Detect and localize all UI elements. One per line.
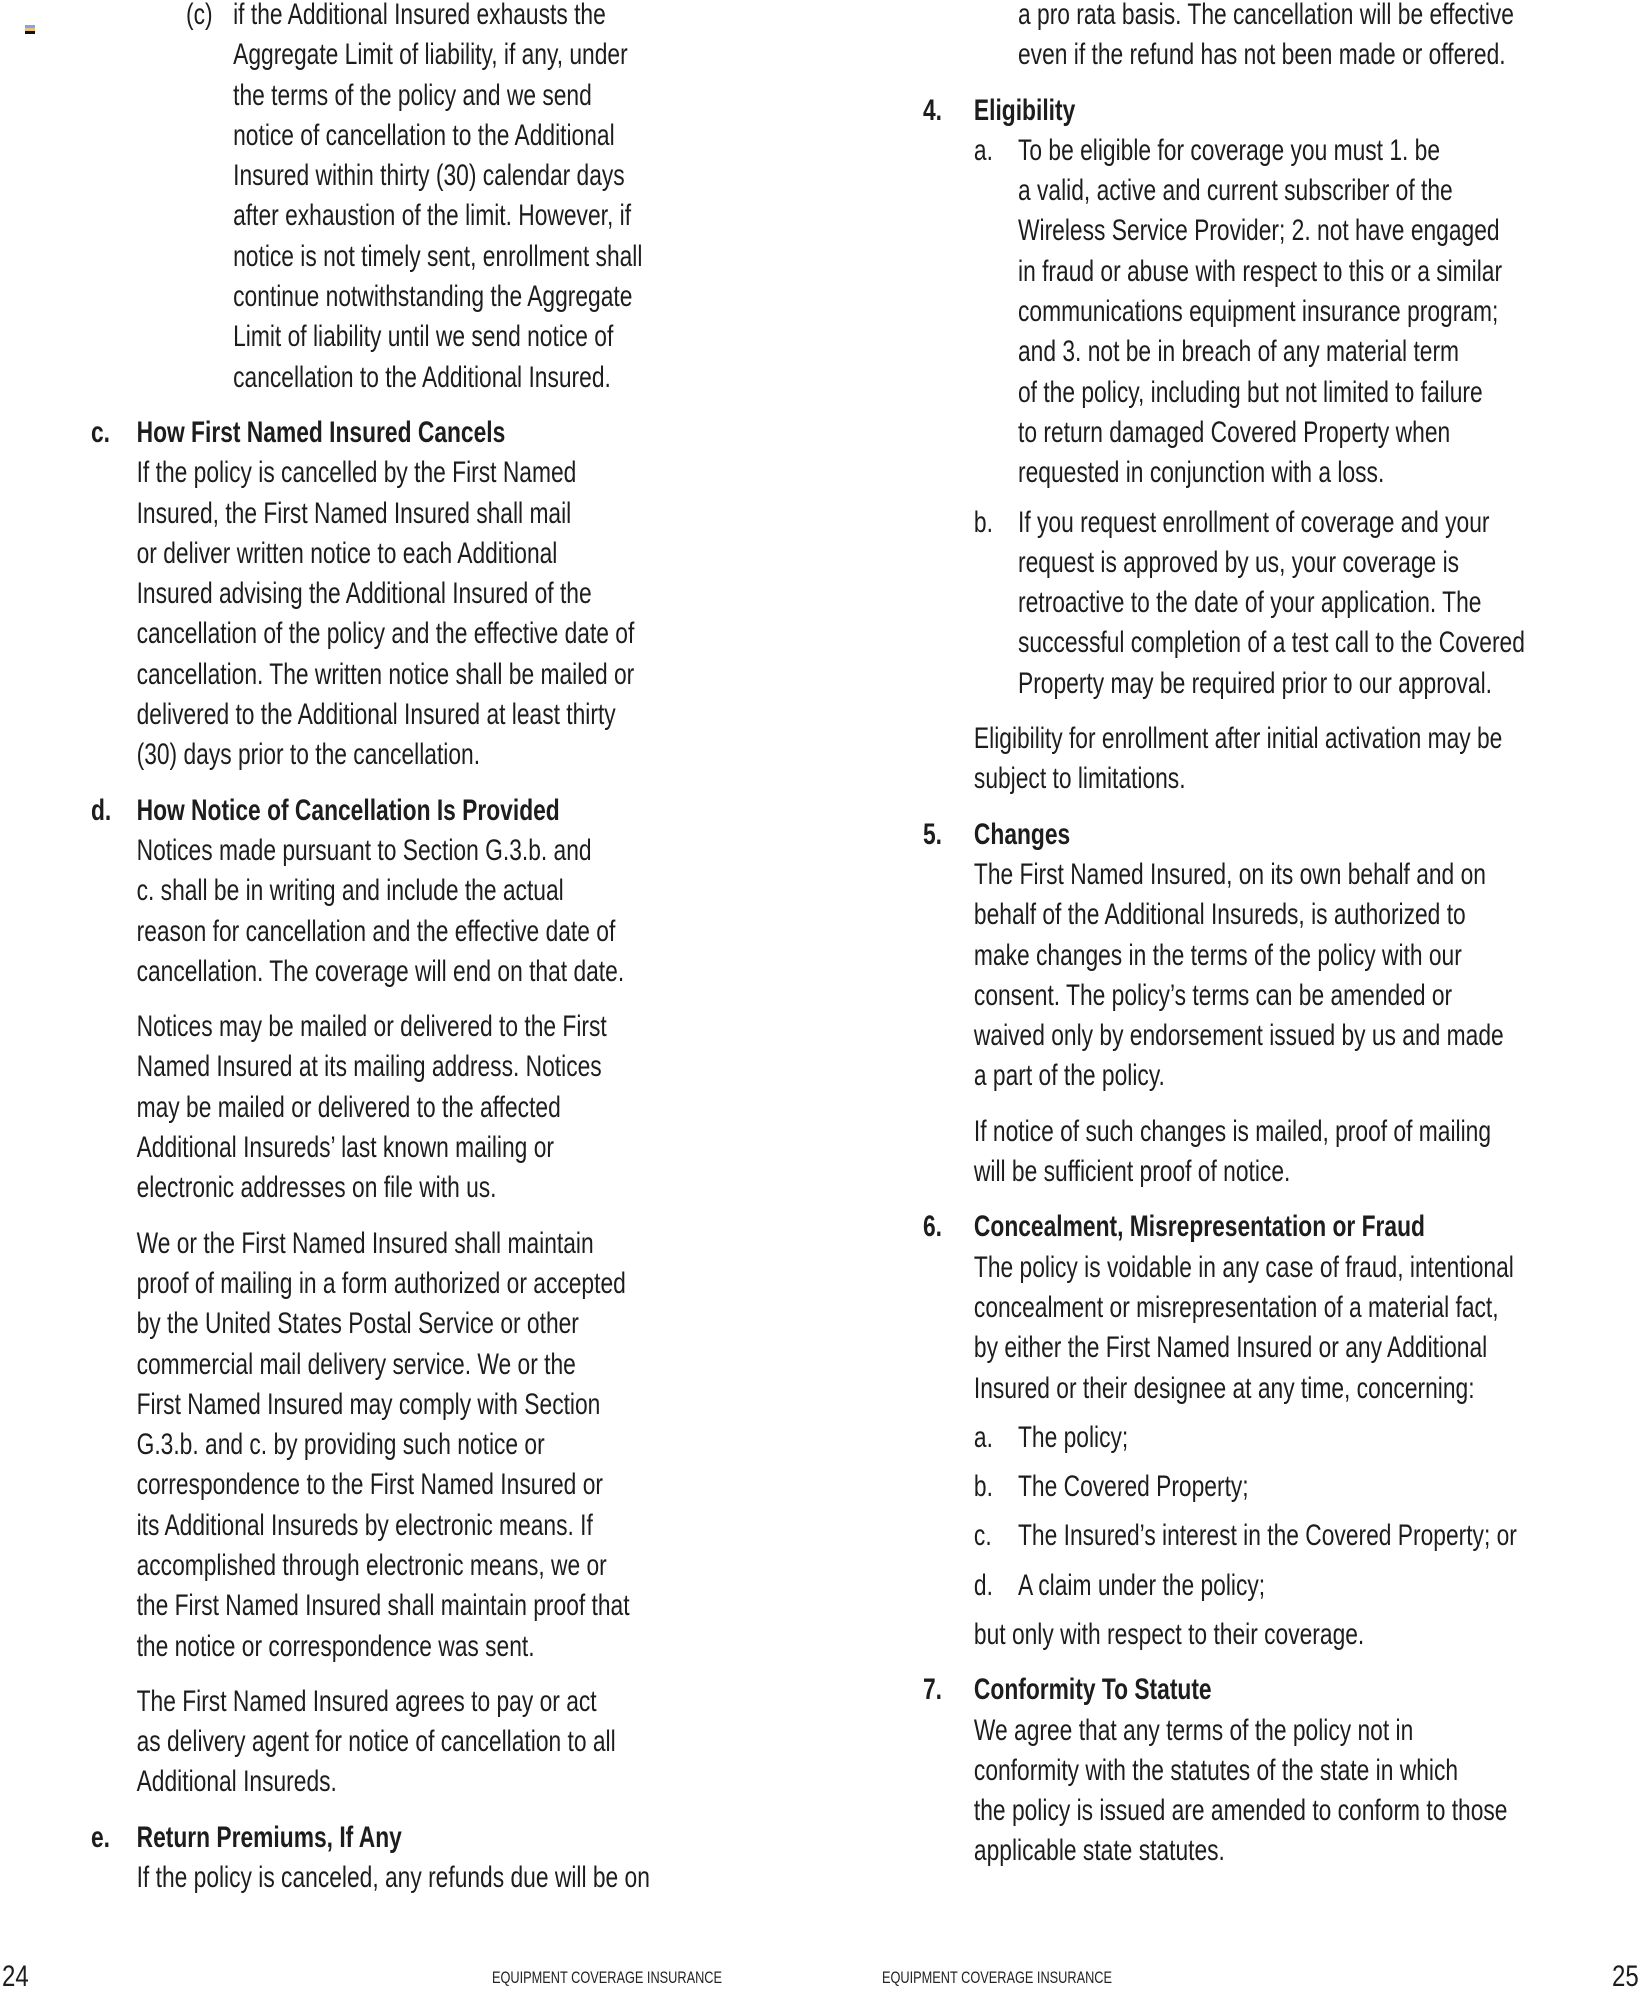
body-text: The Insured’s interest in the Covered Property; or: [1018, 1519, 1517, 1553]
section-heading: [923, 815, 1648, 855]
body-text: We or the First Named Insured shall maintain proof of mailing in a form authorized or accepted by the United States Postal Service or other commercial mail delivery service. We or the First Named Insured may comply with Section G.3.b. and c. by providing such notice or correspondence to the First Named Insured or its Additional Insureds by electronic means. If accomplished through electronic means, we or the First Named Insured shall maintain proof that the notice or correspondence was sent.: [136, 1226, 630, 1663]
body-text: If the policy is cancelled by the First Named Insured, the First Named Insured shall mail or deliver written notice to each Additional Insured advising the Additional Insured of the cancellation of the policy and the effective date of cancellation. The written notice shall be mailed or delivered to the Additional Insured at least thirty (30) days prior to the cancellation.: [136, 456, 635, 772]
section-title: Changes: [973, 817, 1071, 851]
section-number: 6.: [923, 1210, 943, 1244]
list-item: [91, 0, 851, 398]
body-text: The Covered Property;: [1018, 1470, 1249, 1504]
body-text: if the Additional Insured exhausts the Aggregate Limit of liability, if any, under the terms of the policy and we send notice of cancellation to the Additional Insured within thirty (30) calendar days after exhaustion of the limit. However, if notice is not timely sent, enrollment shall continue notwithstanding the Aggregate Limit of liability until we send notice of cancellation to the Additional Insured.: [233, 0, 643, 394]
list-item: [923, 1566, 1648, 1606]
section-number: 7.: [923, 1673, 943, 1707]
paragraph: [91, 1224, 851, 1667]
body-text: We agree that any terms of the policy not in conformity with the statutes of the state in which the policy is issued are amended to conform to those applicable state statutes.: [973, 1713, 1508, 1868]
list-item: [923, 503, 1648, 704]
section-title: Return Premiums, If Any: [136, 1820, 402, 1854]
paragraph: [923, 1112, 1648, 1193]
body-text: If notice of such changes is mailed, proof of mailing will be sufficient proof of notice.: [973, 1114, 1492, 1189]
section-title: How First Named Insured Cancels: [136, 415, 506, 449]
item-label: (c): [186, 0, 213, 31]
section-number: 5.: [923, 817, 943, 851]
section-heading: [91, 791, 851, 831]
section-title: How Notice of Cancellation Is Provided: [136, 793, 560, 827]
item-label: c.: [973, 1519, 992, 1553]
body-text: A claim under the policy;: [1018, 1568, 1266, 1602]
body-text: To be eligible for coverage you must 1. be a valid, active and current subscriber of the Wireless Service Provider; 2. not have engaged in fraud or abuse with respect to this or a similar communications equipment insurance program; and 3. not be in breach of any material term of the policy, including but not limited to failure to return damaged Covered Property when requested in conjunction with a loss.: [1018, 133, 1503, 490]
section-title: Eligibility: [973, 93, 1076, 127]
section-number: e.: [91, 1820, 111, 1854]
body-text: a pro rata basis. The cancellation will be effective even if the refund has not been made or offered.: [1018, 0, 1514, 72]
body-text: If the policy is canceled, any refunds due will be on: [136, 1861, 650, 1895]
left-page-column: [91, 0, 851, 1898]
list-item: [923, 1516, 1648, 1556]
body-text: but only with respect to their coverage.: [973, 1617, 1365, 1651]
paragraph: [91, 1007, 851, 1208]
body-text: The policy;: [1018, 1420, 1129, 1454]
section-number: 4.: [923, 93, 943, 127]
body-text: Notices made pursuant to Section G.3.b. and c. shall be in writing and include the actual reason for cancellation and the effective date of cancellation. The coverage will end on that date.: [136, 833, 625, 988]
right-page-column: [923, 0, 1648, 1872]
right-footer-title: EQUIPMENT COVERAGE INSURANCE: [882, 1968, 1113, 1987]
left-page-number: 24: [2, 1960, 29, 1993]
section-heading: [91, 1818, 851, 1858]
section-title: Concealment, Misrepresentation or Fraud: [973, 1210, 1425, 1244]
body-text: The policy is voidable in any case of fraud, intentional concealment or misrepresentation of a material fact, by either the First Named Insured or any Additional Insured or their designee at any time, concerning:: [973, 1250, 1514, 1405]
item-label: d.: [973, 1568, 993, 1602]
paragraph: [923, 855, 1648, 1097]
right-page-number: 25: [1612, 1960, 1639, 1993]
body-text: The First Named Insured, on its own behalf and on behalf of the Additional Insureds, is authorized to make changes in the terms of the policy with our consent. The policy’s terms can be amended or waived only by endorsement issued by us and made a part of the policy.: [973, 857, 1504, 1093]
body-text: Eligibility for enrollment after initial activation may be subject to limitations.: [973, 722, 1503, 796]
item-label: b.: [973, 1470, 993, 1504]
list-item: [923, 1418, 1648, 1458]
page-marker-icon: [25, 25, 35, 34]
left-footer-title: EQUIPMENT COVERAGE INSURANCE: [492, 1968, 723, 1987]
section-heading: [91, 413, 851, 453]
list-item: [923, 131, 1648, 494]
item-label: b.: [973, 505, 993, 539]
item-label: a.: [973, 133, 993, 167]
paragraph: [923, 0, 1648, 76]
paragraph: [923, 719, 1648, 800]
section-number: c.: [91, 415, 111, 449]
paragraph: [923, 1615, 1648, 1655]
body-text: Notices may be mailed or delivered to the First Named Insured at its mailing address. Notices may be mailed or delivered to the affected Additional Insureds’ last known mailing or electronic addresses on file with us.: [136, 1010, 607, 1205]
list-item: [923, 1467, 1648, 1507]
section-heading: [923, 1207, 1648, 1247]
paragraph: [91, 1858, 851, 1898]
section-heading: [923, 91, 1648, 131]
paragraph: [923, 1711, 1648, 1872]
paragraph: [91, 831, 851, 992]
section-heading: [923, 1670, 1648, 1710]
paragraph: [923, 1248, 1648, 1409]
paragraph: [91, 1682, 851, 1803]
section-number: d.: [91, 793, 112, 827]
body-text: If you request enrollment of coverage and your request is approved by us, your coverage is retroactive to the date of your application. The successful completion of a test call to the Covered Property may be required prior to our approval.: [1018, 505, 1525, 700]
item-label: a.: [973, 1420, 993, 1454]
body-text: The First Named Insured agrees to pay or act as delivery agent for notice of cancellation to all Additional Insureds.: [136, 1684, 616, 1799]
paragraph: [91, 453, 851, 775]
section-title: Conformity To Statute: [973, 1673, 1212, 1707]
